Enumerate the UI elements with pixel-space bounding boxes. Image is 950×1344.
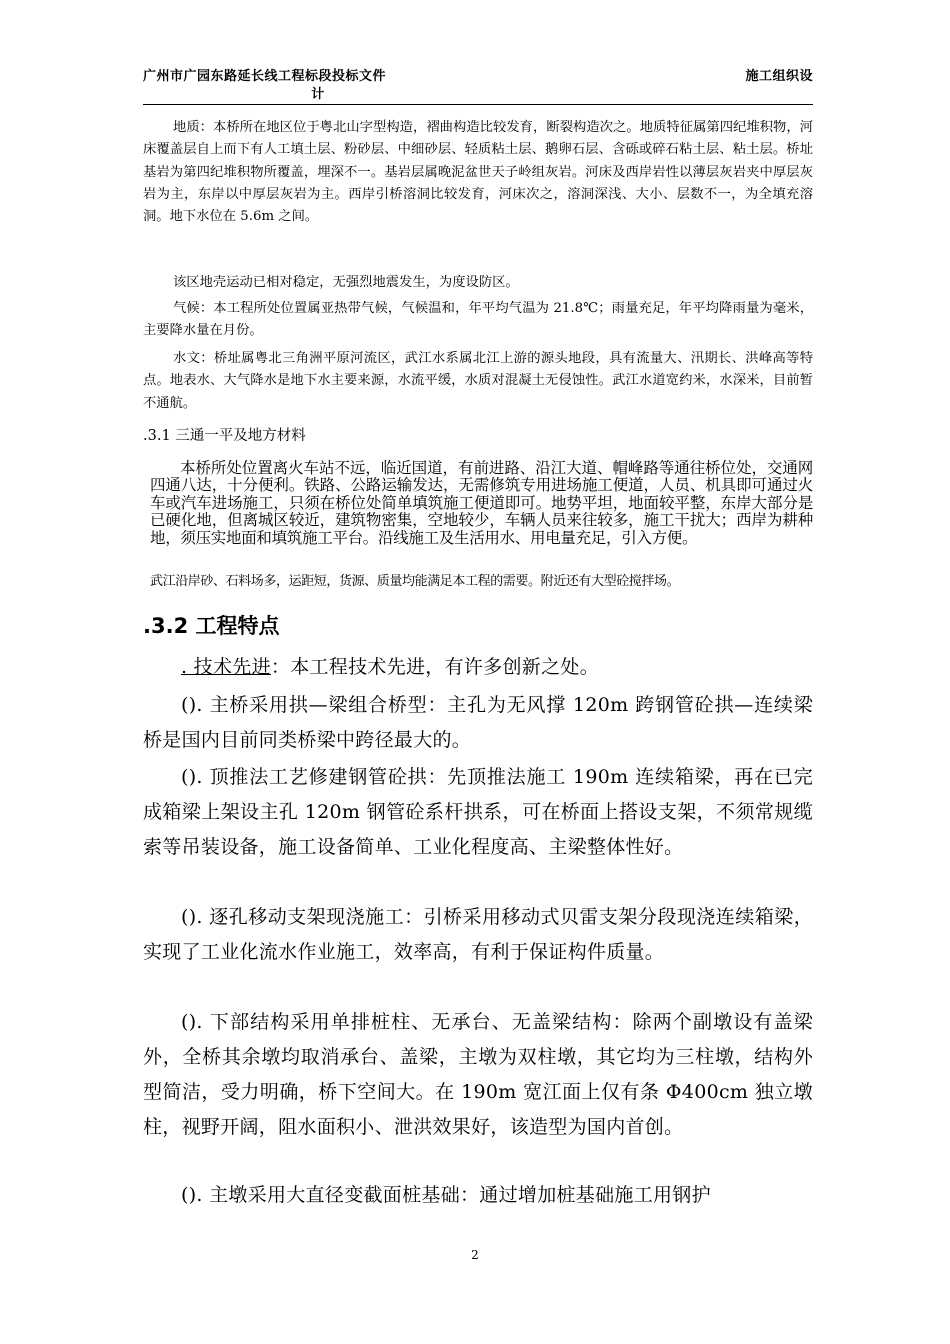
header-right-label: 施工组织设 [745,69,813,84]
page-header [143,68,813,104]
paragraph-hydrology: 水文：桥址属粤北三角洲平原河流区，武江水系属北江上游的源头地段，具有流量大、汛期长、洪峰高等特点。地表水、大气降水是地下水主要来源，水流平缓，水质对混凝土无侵蚀性。武江水道宽约米，水深米，目前暂不通航。 [143,351,813,411]
paragraph-materials: 武江沿岸砂、石料场多，运距短，货源、质量均能满足本工程的需要。附近还有大型砼搅拌场。 [150,574,680,589]
page-number: 2 [471,1248,479,1262]
header-title [143,68,493,104]
header-title-line1: 广州市广园东路延长线工程标段投标文件 [143,69,387,84]
header-divider [143,104,813,105]
feature-item-4: (). 下部结构采用单排桩柱、无承台、无盖梁结构：除两个副墩设有盖梁外，全桥其余墩均取消承台、盖梁，主墩为双柱墩，其它均为三柱墩，结构外型简洁，受力明确，桥下空间大。在 190m 宽江面上仅有条 Φ400cm 独立墩柱，视野开阔，阻水面积小、泄洪效果好，该造型为国内首创。 [143,1011,813,1138]
paragraph-traffic: 本桥所处位置离火车站不远，临近国道，有前进路、沿江大道、帽峰路等通往桥位处，交通网四通八达，十分便利。铁路、公路运输发达，无需修筑专用进场施工便道，人员、机具即可通过火车或汽车进场施工，只须在桥位处简单填筑施工便道即可。地势平坦，地面较平整，东岸大部分是已硬化地，但离城区较近，建筑物密集，空地较少，车辆人员来往较多，施工干扰大；西岸为耕种地，须压实地面和填筑施工平台。沿线施工及生活用水、用电量充足，引入方便。 [150,459,813,547]
feature-item-3: (). 逐孔移动支架现浇施工：引桥采用移动式贝雷支架分段现浇连续箱梁，实现了工业化流水作业施工，效率高，有利于保证构件质量。 [143,906,813,963]
header-title-line2: 计 [311,87,325,102]
feature-item-2: (). 顶推法工艺修建钢管砼拱：先顶推法施工 190m 连续箱梁，再在已完成箱梁上架设主孔 120m 钢管砼系杆拱系，可在桥面上搭设支架，不须常规缆索等吊装设备，施工设备简单、工业化程度高、主梁整体性好。 [143,766,813,858]
paragraph-climate: 气候：本工程所处位置属亚热带气候，气候温和，年平均气温为 21.8℃；雨量充足，年平均降雨量为毫米，主要降水量在月份。 [143,301,813,339]
lead-underlined-term: . 技术先进 [181,656,271,678]
feature-item-5: (). 主墩采用大直径变截面桩基础：通过增加桩基础施工用钢护 [181,1184,711,1206]
paragraph-geology: 地质：本桥所在地区位于粤北山字型构造，褶曲构造比较发育，断裂构造次之。地质特征属第四纪堆积物，河床覆盖层自上而下有人工填土层、粉砂层、中细砂层、轻质粘土层、鹅卵石层、含砾或碎石粘土层、粘土层。桥址基岩为第四纪堆积物所覆盖，埋深不一。基岩层属晚泥盆世天子岭组灰岩。河床及西岸岩性以薄层灰岩夹中厚层灰岩为主，东岸以中厚层灰岩为主。西岸引桥溶洞比较发育，河床次之，溶洞深浅、大小、层数不一，为全填充溶洞。地下水位在 5.6m 之间。 [143,120,813,225]
paragraph-seismic: 该区地壳运动已相对稳定，无强烈地震发生，为度设防区。 [173,275,519,290]
lead-text: ：本工程技术先进，有许多创新之处。 [270,656,599,678]
subsection-heading: .3.1 三通一平及地方材料 [143,428,306,444]
section-lead [143,650,813,685]
section-title: .3.2 工程特点 [143,614,280,638]
feature-item-1: (). 主桥采用拱—梁组合桥型：主孔为无风撑 120m 跨钢管砼拱—连续梁桥是国内目前同类桥梁中跨径最大的。 [143,694,813,751]
